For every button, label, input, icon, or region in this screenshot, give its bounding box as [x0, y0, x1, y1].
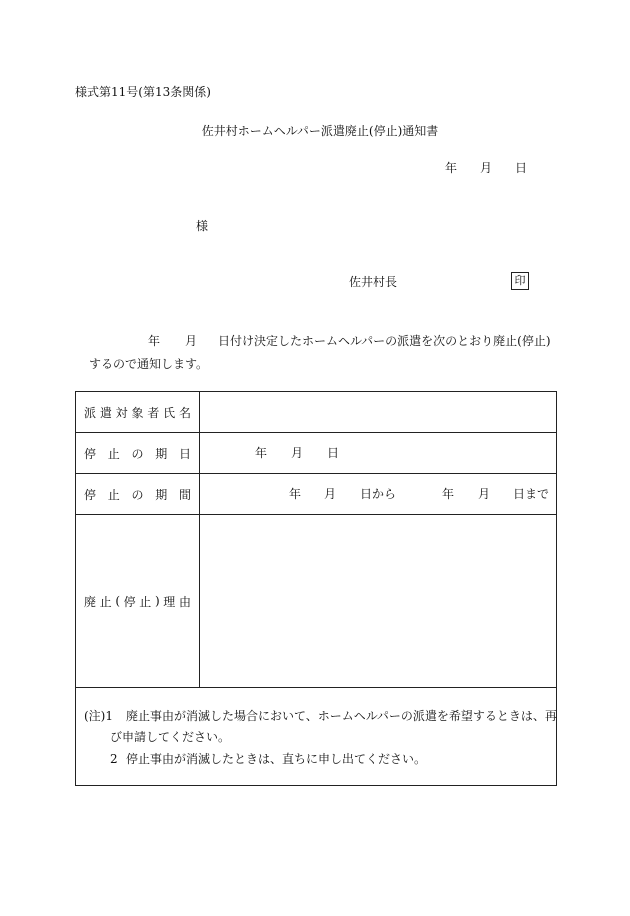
seal-mark: 印	[511, 272, 529, 290]
table-row-stop-period	[76, 474, 557, 515]
label-stop-date: 停 止 の 期 日	[76, 433, 200, 474]
date-year-label: 年	[445, 161, 458, 175]
table-row-stop-date	[76, 433, 557, 474]
value-stop-period[interactable]: 年 月 日から 年 月 日まで	[200, 474, 557, 515]
note1-line1: 廃止事由が消滅した場合において、ホームヘルパーの派遣を希望するときは、再	[126, 709, 557, 723]
form-number: 様式第11号(第13条関係)	[75, 85, 211, 99]
recipient-honorific: 様	[196, 219, 209, 233]
notes-cell	[76, 688, 557, 786]
body-year-label: 年	[148, 334, 161, 348]
table-row-recipient	[76, 392, 557, 433]
value-recipient-name[interactable]	[200, 392, 557, 433]
label-stop-period: 停 止 の 期 間	[76, 474, 200, 515]
date-day-label: 日	[515, 161, 528, 175]
value-reason[interactable]	[200, 515, 557, 688]
note2-prefix: 2	[110, 752, 118, 766]
value-stop-date[interactable]: 年 月 日	[200, 433, 557, 474]
table-row-reason	[76, 515, 557, 688]
date-month-label: 月	[480, 161, 493, 175]
label-recipient-name: 派 遣 対 象 者 氏 名	[76, 392, 200, 433]
document-title: 佐井村ホームヘルパー派遣廃止(停止)通知書	[201, 124, 439, 138]
body-month-label: 月	[185, 334, 198, 348]
notification-table	[75, 391, 557, 786]
table-row-notes	[76, 688, 557, 786]
note1-line2: び申請してください。	[110, 730, 231, 744]
body-line2: するので通知します。	[89, 357, 209, 371]
note1-prefix: (注)1	[84, 709, 113, 723]
issuer-name: 佐井村長	[349, 275, 398, 289]
body-line1: 日付け決定したホームヘルパーの派遣を次のとおり廃止(停止)	[218, 334, 551, 348]
note2-text: 停止事由が消滅したときは、直ちに申し出てください。	[126, 752, 427, 766]
label-reason: 廃 止 ( 停 止 ) 理 由	[76, 515, 200, 688]
